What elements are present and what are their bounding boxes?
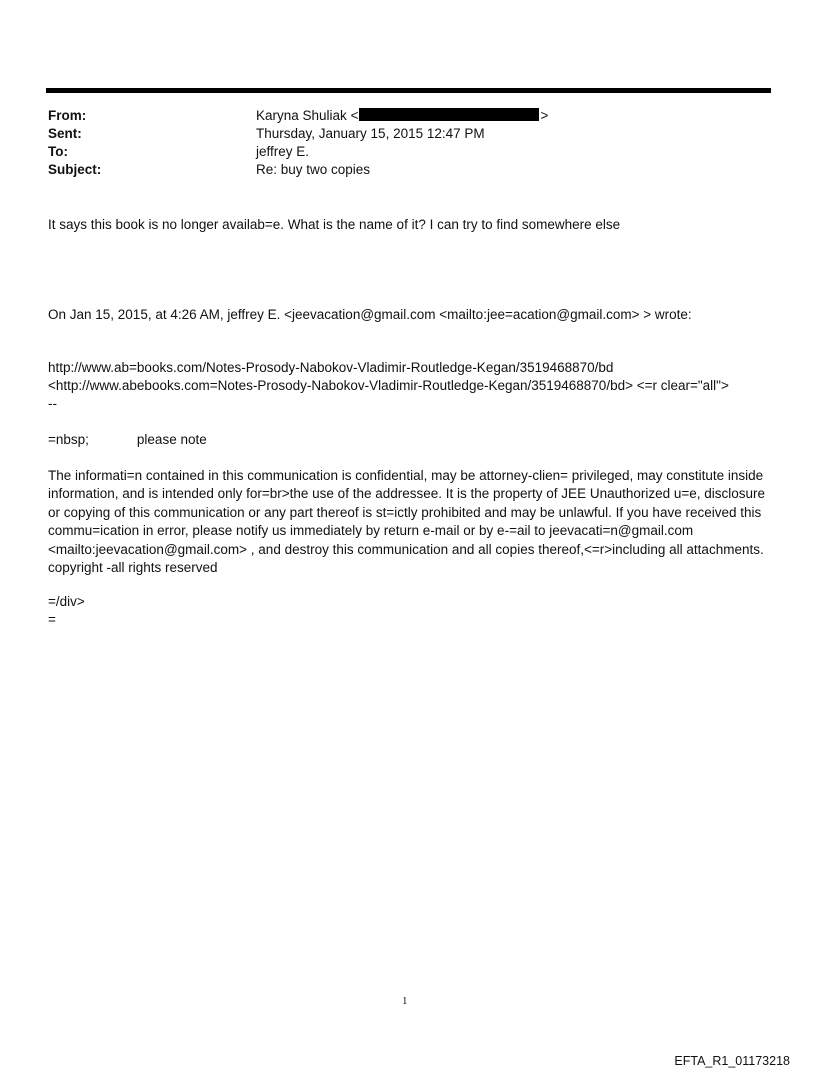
- sent-value: Thursday, January 15, 2015 12:47 PM: [256, 126, 485, 141]
- signature-dashes: --: [48, 396, 57, 411]
- div-close-text: =/div>: [48, 594, 85, 609]
- to-value: jeffrey E.: [256, 144, 310, 159]
- from-value: [256, 107, 548, 125]
- from-label: From:: [48, 108, 87, 123]
- from-name: Karyna Shuliak: [256, 108, 347, 123]
- to-row: [48, 143, 310, 161]
- please-note-line: [48, 431, 207, 449]
- book-link[interactable]: http://www.ab=books.com/Notes-Prosody-Nabokov-Vladimir-Routledge-Kegan/3519468870/bd: [48, 360, 614, 375]
- from-open-bracket: <: [350, 108, 359, 123]
- equals-text: =: [48, 612, 56, 627]
- please-note-text: please note: [136, 432, 207, 447]
- book-link-alt[interactable]: <http://www.abebooks.com=Notes-Prosody-Nabokov-Vladimir-Routledge-Kegan/3519468870/bd> <=r clear="all">: [48, 378, 729, 393]
- subject-row: [48, 161, 371, 179]
- from-close-bracket: >: [540, 108, 549, 123]
- from-row: [48, 107, 549, 125]
- quote-intro: On Jan 15, 2015, at 4:26 AM, jeffrey E. <jeevacation@gmail.com <mailto:jee=acation@gmail.com> > wrote:: [48, 307, 692, 322]
- header-rule: [46, 88, 771, 93]
- page-number: 1: [402, 995, 408, 1007]
- body-line: It says this book is no longer availab=e. What is the name of it? I can try to find somewhere else: [48, 217, 621, 232]
- to-label: To:: [48, 144, 68, 159]
- sent-label: Sent:: [48, 126, 82, 141]
- document-id: EFTA_R1_01173218: [674, 1054, 790, 1068]
- redaction-box: [359, 108, 539, 121]
- nbsp-text: =nbsp;: [48, 432, 89, 447]
- subject-label: Subject:: [48, 162, 102, 177]
- subject-value: Re: buy two copies: [256, 162, 371, 177]
- confidentiality-disclaimer: The informati=n contained in this communication is confidential, may be attorney-clien= privileged, may constitute inside information, and is intended only for=br>the use of the addressee. It is the property of JEE Unauthorized u=e, disclosure or copying of this communication or any part thereof is st=ictly prohibited and may be unlawful. If you have received this commu=ication in error, please notify us immediately by return e-mail or by e-=ail to jeevacati=n@gmail.com <mailto:jeevacation@gmail.com> , and destroy this communication and all copies thereof,<=r>including all attachments. copyright -all rights reserved: [48, 468, 766, 576]
- sent-row: [48, 125, 485, 143]
